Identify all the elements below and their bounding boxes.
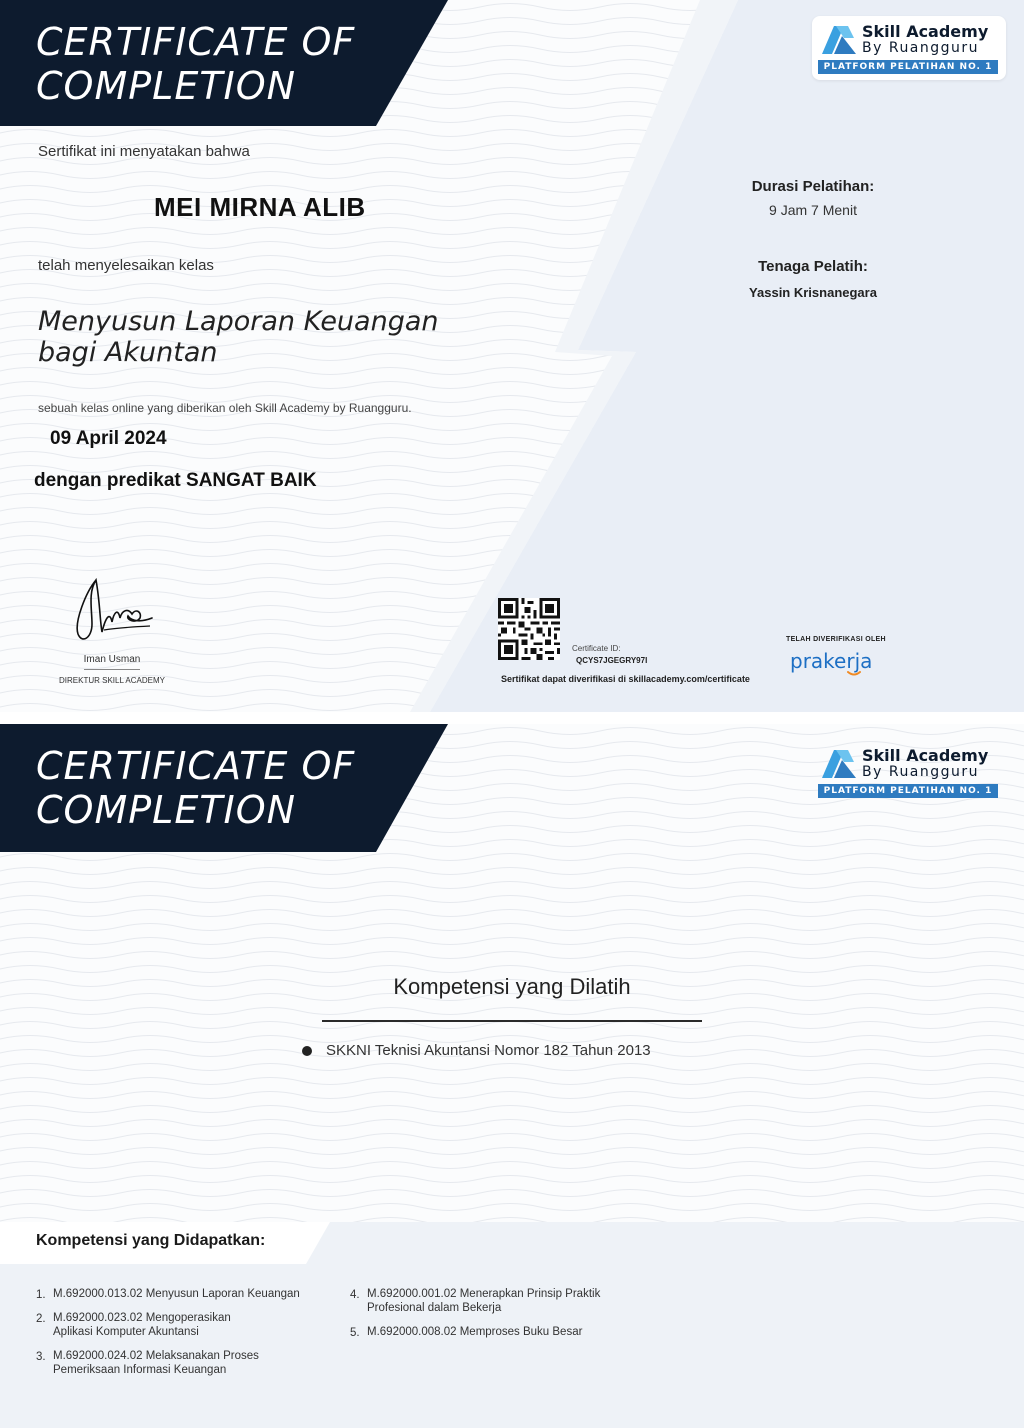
- logo-tagline: PLATFORM PELATIHAN NO. 1: [818, 60, 998, 74]
- signer-role: DIREKTUR SKILL ACADEMY: [59, 676, 165, 685]
- obtained-competency-title: Kompetensi yang Didapatkan:: [36, 1232, 266, 1249]
- logo-line1: Skill Academy: [862, 22, 989, 41]
- intro-text: Sertifikat ini menyatakan bahwa: [38, 143, 250, 160]
- competency-divider: [322, 1020, 702, 1022]
- obtained-list-col-1: [36, 1287, 336, 1387]
- logo-tagline-2: PLATFORM PELATIHAN NO. 1: [818, 784, 998, 798]
- skill-academy-mark-icon-2: [820, 748, 858, 780]
- list-item: 4. M.692000.001.02 Menerapkan Prinsip Praktik Profesional dalam Bekerja: [350, 1288, 601, 1314]
- title-banner-2: [0, 724, 450, 850]
- completed-text: telah menyelesaikan kelas: [38, 257, 214, 274]
- course-title: Menyusun Laporan Keuangan bagi Akuntan: [38, 306, 439, 368]
- certificate-title: CERTIFICATE OF COMPLETION: [36, 20, 356, 108]
- title-banner: [0, 0, 450, 126]
- offered-by-text: sebuah kelas online yang diberikan oleh Skill Academy by Ruangguru.: [38, 401, 412, 415]
- qr-code-icon[interactable]: [498, 598, 560, 660]
- svg-text:prakerja: prakerja: [790, 649, 873, 673]
- list-item: 2. M.692000.023.02 Mengoperasikan Aplikasi Komputer Akuntansi: [36, 1312, 231, 1338]
- bullet-icon: [302, 1046, 312, 1056]
- skill-academy-mark-icon: [820, 24, 858, 56]
- logo-line1-2: Skill Academy: [862, 746, 989, 765]
- list-item: 1. M.692000.013.02 Menyusun Laporan Keuangan: [36, 1288, 300, 1301]
- logo-line2: By Ruangguru: [862, 40, 980, 56]
- logo-line2-2: By Ruangguru: [862, 764, 980, 780]
- prakerja-logo: [788, 646, 892, 678]
- skill-academy-logo-2: [812, 740, 1006, 804]
- competency-title: Kompetensi yang Dilatih: [393, 974, 631, 999]
- list-item: 5. M.692000.008.02 Memproses Buku Besar: [350, 1326, 583, 1339]
- certificate-id-label: Certificate ID:: [572, 644, 621, 653]
- competency-item: SKKNI Teknisi Akuntansi Nomor 182 Tahun 2013: [326, 1042, 651, 1059]
- certificate-page-1: [0, 0, 1024, 712]
- signature-image: [66, 572, 162, 648]
- duration-value: 9 Jam 7 Menit: [769, 202, 857, 218]
- recipient-name: MEI MIRNA ALIB: [154, 192, 366, 222]
- predikat-text: dengan predikat SANGAT BAIK: [34, 470, 317, 491]
- page-gap: [0, 712, 1024, 724]
- completion-date: 09 April 2024: [50, 428, 167, 449]
- list-item: 3. M.692000.024.02 Melaksanakan Proses Pemeriksaan Informasi Keuangan: [36, 1350, 259, 1376]
- certificate-title-2: CERTIFICATE OF COMPLETION: [36, 744, 356, 832]
- verification-note: Sertifikat dapat diverifikasi di skillacademy.com/certificate: [501, 674, 750, 684]
- verified-by-label: TELAH DIVERIFIKASI OLEH: [786, 636, 886, 643]
- trainer-label: Tenaga Pelatih:: [758, 258, 868, 275]
- obtained-list-col-2: [350, 1287, 650, 1349]
- trainer-name: Yassin Krisnanegara: [749, 285, 877, 300]
- signature-divider: [84, 669, 140, 670]
- certificate-id: QCYS7JGEGRY97I: [576, 656, 648, 665]
- signer-name: Iman Usman: [83, 654, 141, 665]
- duration-label: Durasi Pelatihan:: [751, 178, 875, 195]
- skill-academy-logo: [812, 16, 1006, 80]
